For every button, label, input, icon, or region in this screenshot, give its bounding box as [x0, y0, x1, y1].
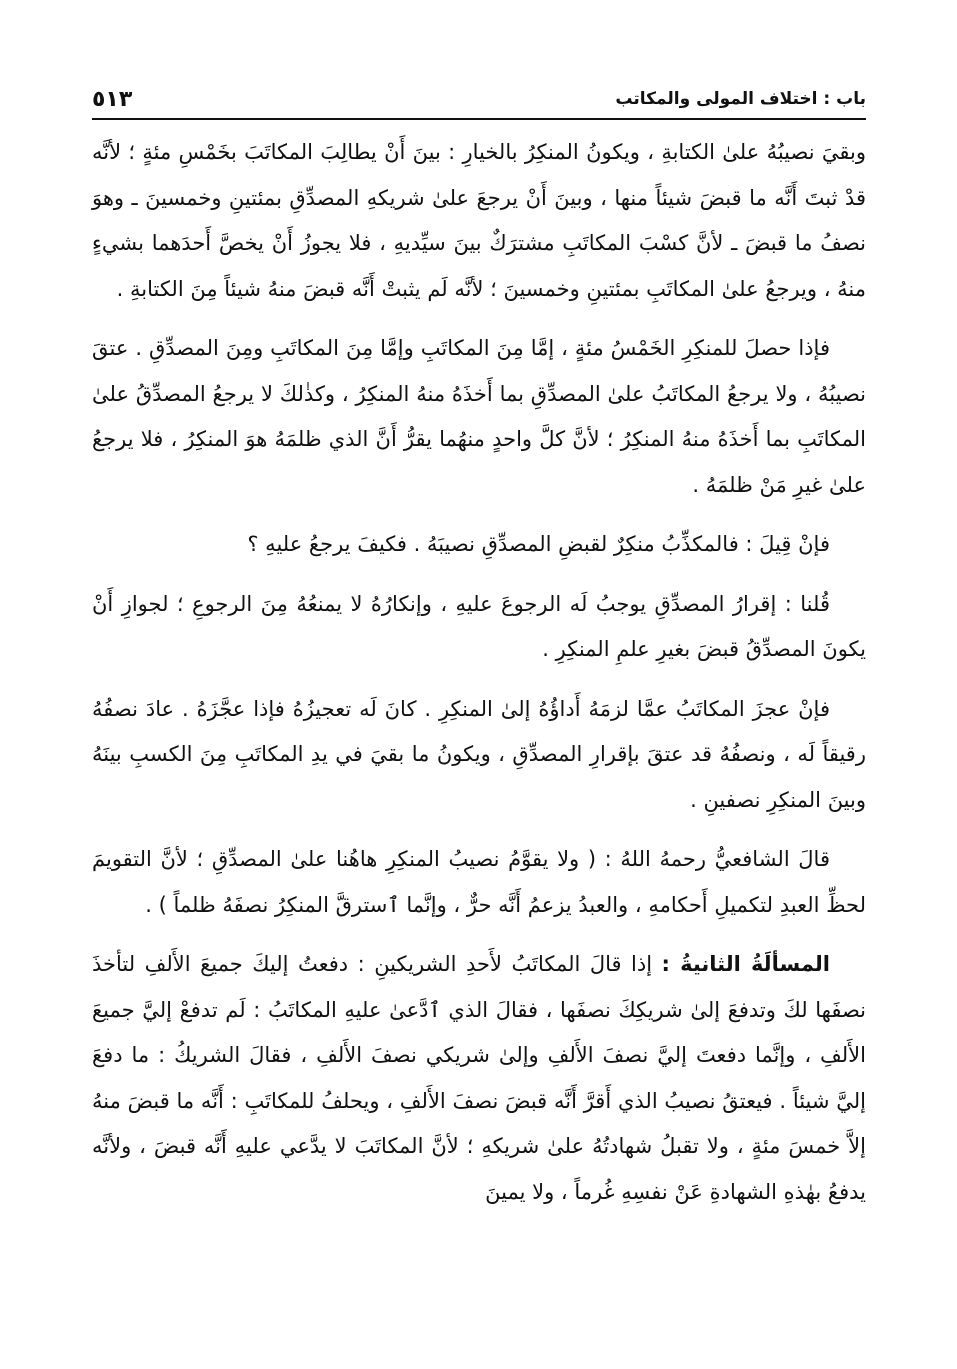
paragraph-gap	[92, 928, 866, 942]
paragraph-1: وبقيَ نصيبُهُ علىٰ الكتابةِ ، ويكونُ المنكِرُ بالخيارِ : بينَ أَنْ يطالِبَ المكاتَبَ بخَمْسِ مئةٍ ؛ لأنَّه قدْ ثبتَ أَنَّه ما قبضَ شيئاً منها ، وبينَ أَنْ يرجعَ علىٰ شريكهِ المصدِّقِ بمئتينِ وخمسينَ ـ وهوَ نصفُ ما قبضَ ـ لأنَّ كسْبَ المكاتَبِ مشترَكٌ بينَ سيِّديهِ ، فلا يجوزُ أَنْ يخصَّ أَحدَهما بشيءٍ منهُ ، ويرجعُ علىٰ المكاتَبِ بمئتينِ وخمسينَ ؛ لأنَّه لَم يثبتْ أَنَّه قبضَ منهُ شيئاً مِنَ الكتابةِ .	[92, 140, 866, 301]
paragraph-2: فإذا حصلَ للمنكِرِ الخَمْسُ مئةٍ ، إمَّا مِنَ المكاتَبِ وإمَّا مِنَ المكاتَبِ ومِنَ المصدِّقِ . عتقَ نصيبُهُ ، ولا يرجعُ المكاتَبُ علىٰ المصدِّقِ بما أَخذَهُ منهُ المنكِرُ ، وكذٰلكَ لا يرجعُ المصدِّقُ علىٰ المكاتَبِ بما أَخذَهُ منهُ المنكِرُ ؛ لأنَّ كلَّ واحدٍ منهُما يقرُّ أَنَّ الذي ظلمَهُ هوَ المنكِرُ ، فلا يرجعُ علىٰ غيرِ مَنْ ظلمَهُ .	[92, 336, 866, 497]
page-header	[92, 82, 866, 116]
paragraph-7	[92, 942, 866, 1215]
paragraph-7-text: إذا قالَ المكاتَبُ لأَحدِ الشريكينِ : دفعتُ إليكَ جميعَ الأَلفِ لتأخذَ نصفَها لكَ وتدفعَ إلىٰ شريكِكَ نصفَها ، فقالَ الذي ٱدَّعىٰ عليهِ المكاتَبُ : لَم تدفعْ إليَّ جميعَ الأَلفِ ، وإنَّما دفعتَ إليَّ نصفَ الأَلفِ وإلىٰ شريكي نصفَ الأَلفِ ، فقالَ الشريكُ : ما دفعَ إليَّ شيئاً . فيعتقُ نصيبُ الذي أَقرَّ أَنَّه قبضَ نصفَ الأَلفِ ، ويحلفُ للمكاتَبِ : أَنَّه ما قبضَ منهُ إلاَّ خمسَ مئةٍ ، ولا تقبلُ شهادتُهُ علىٰ شريكهِ ؛ لأنَّ المكاتَبَ لا يدَّعي عليهِ أَنَّه قبضَ ، ولأنَّه يدفعُ بهٰذهِ الشهادةِ عَنْ نفسِهِ غُرماً ، ولا يمينَ	[92, 952, 866, 1204]
paragraph-4: قُلنا : إقرارُ المصدِّقِ يوجبُ لَه الرجوعَ عليهِ ، وإنكارُهُ لا يمنعُهُ مِنَ الرجوعِ ؛ لجوازِ أَنْ يكونَ المصدِّقُ قبضَ بغيرِ علمِ المنكِرِ .	[92, 591, 866, 661]
paragraph-3: فإنْ قِيلَ : فالمكذِّبُ منكِرٌ لقبضِ المصدِّقِ نصيبَهُ . فكيفَ يرجعُ عليهِ ؟	[247, 532, 830, 556]
paragraph-6: قالَ الشافعيُّ رحمهُ اللهُ : ( ولا يقوَّمُ نصيبُ المنكِرِ هاهُنا علىٰ المصدِّقِ ؛ لأنَّ التقويمَ لحظِّ العبدِ لتكميلِ أَحكامهِ ، والعبدُ يزعمُ أَنَّه حرٌّ ، وإنَّما ٱسترقَّ المنكِرُ نصفَهُ ظلماً ) .	[92, 847, 866, 917]
paragraph-gap	[92, 823, 866, 837]
paragraph-gap	[92, 673, 866, 687]
paragraph-5: فإنْ عجزَ المكاتَبُ عمَّا لزمَهُ أَداؤُهُ إلىٰ المنكِرِ . كانَ لَه تعجيزُهُ فإذا عجَّزَهُ . عادَ نصفُهُ رقيقاً لَه ، ونصفُهُ قد عتقَ بإقرارِ المصدِّقِ ، ويكونُ ما بقيَ في يدِ المكاتَبِ مِنَ الكسبِ بينَهُ وبينَ المنكِرِ نصفينِ .	[92, 696, 866, 812]
section-heading: المسألَةُ الثانيةُ :	[661, 952, 830, 976]
paragraph-gap	[92, 568, 866, 582]
header-divider	[92, 118, 866, 120]
main-text	[92, 130, 866, 1215]
running-title: باب : اختلاف المولى والمكاتب	[615, 89, 866, 109]
paragraph-gap	[92, 312, 866, 326]
paragraph-gap	[92, 508, 866, 522]
page-number: ٥١٣	[92, 86, 133, 112]
